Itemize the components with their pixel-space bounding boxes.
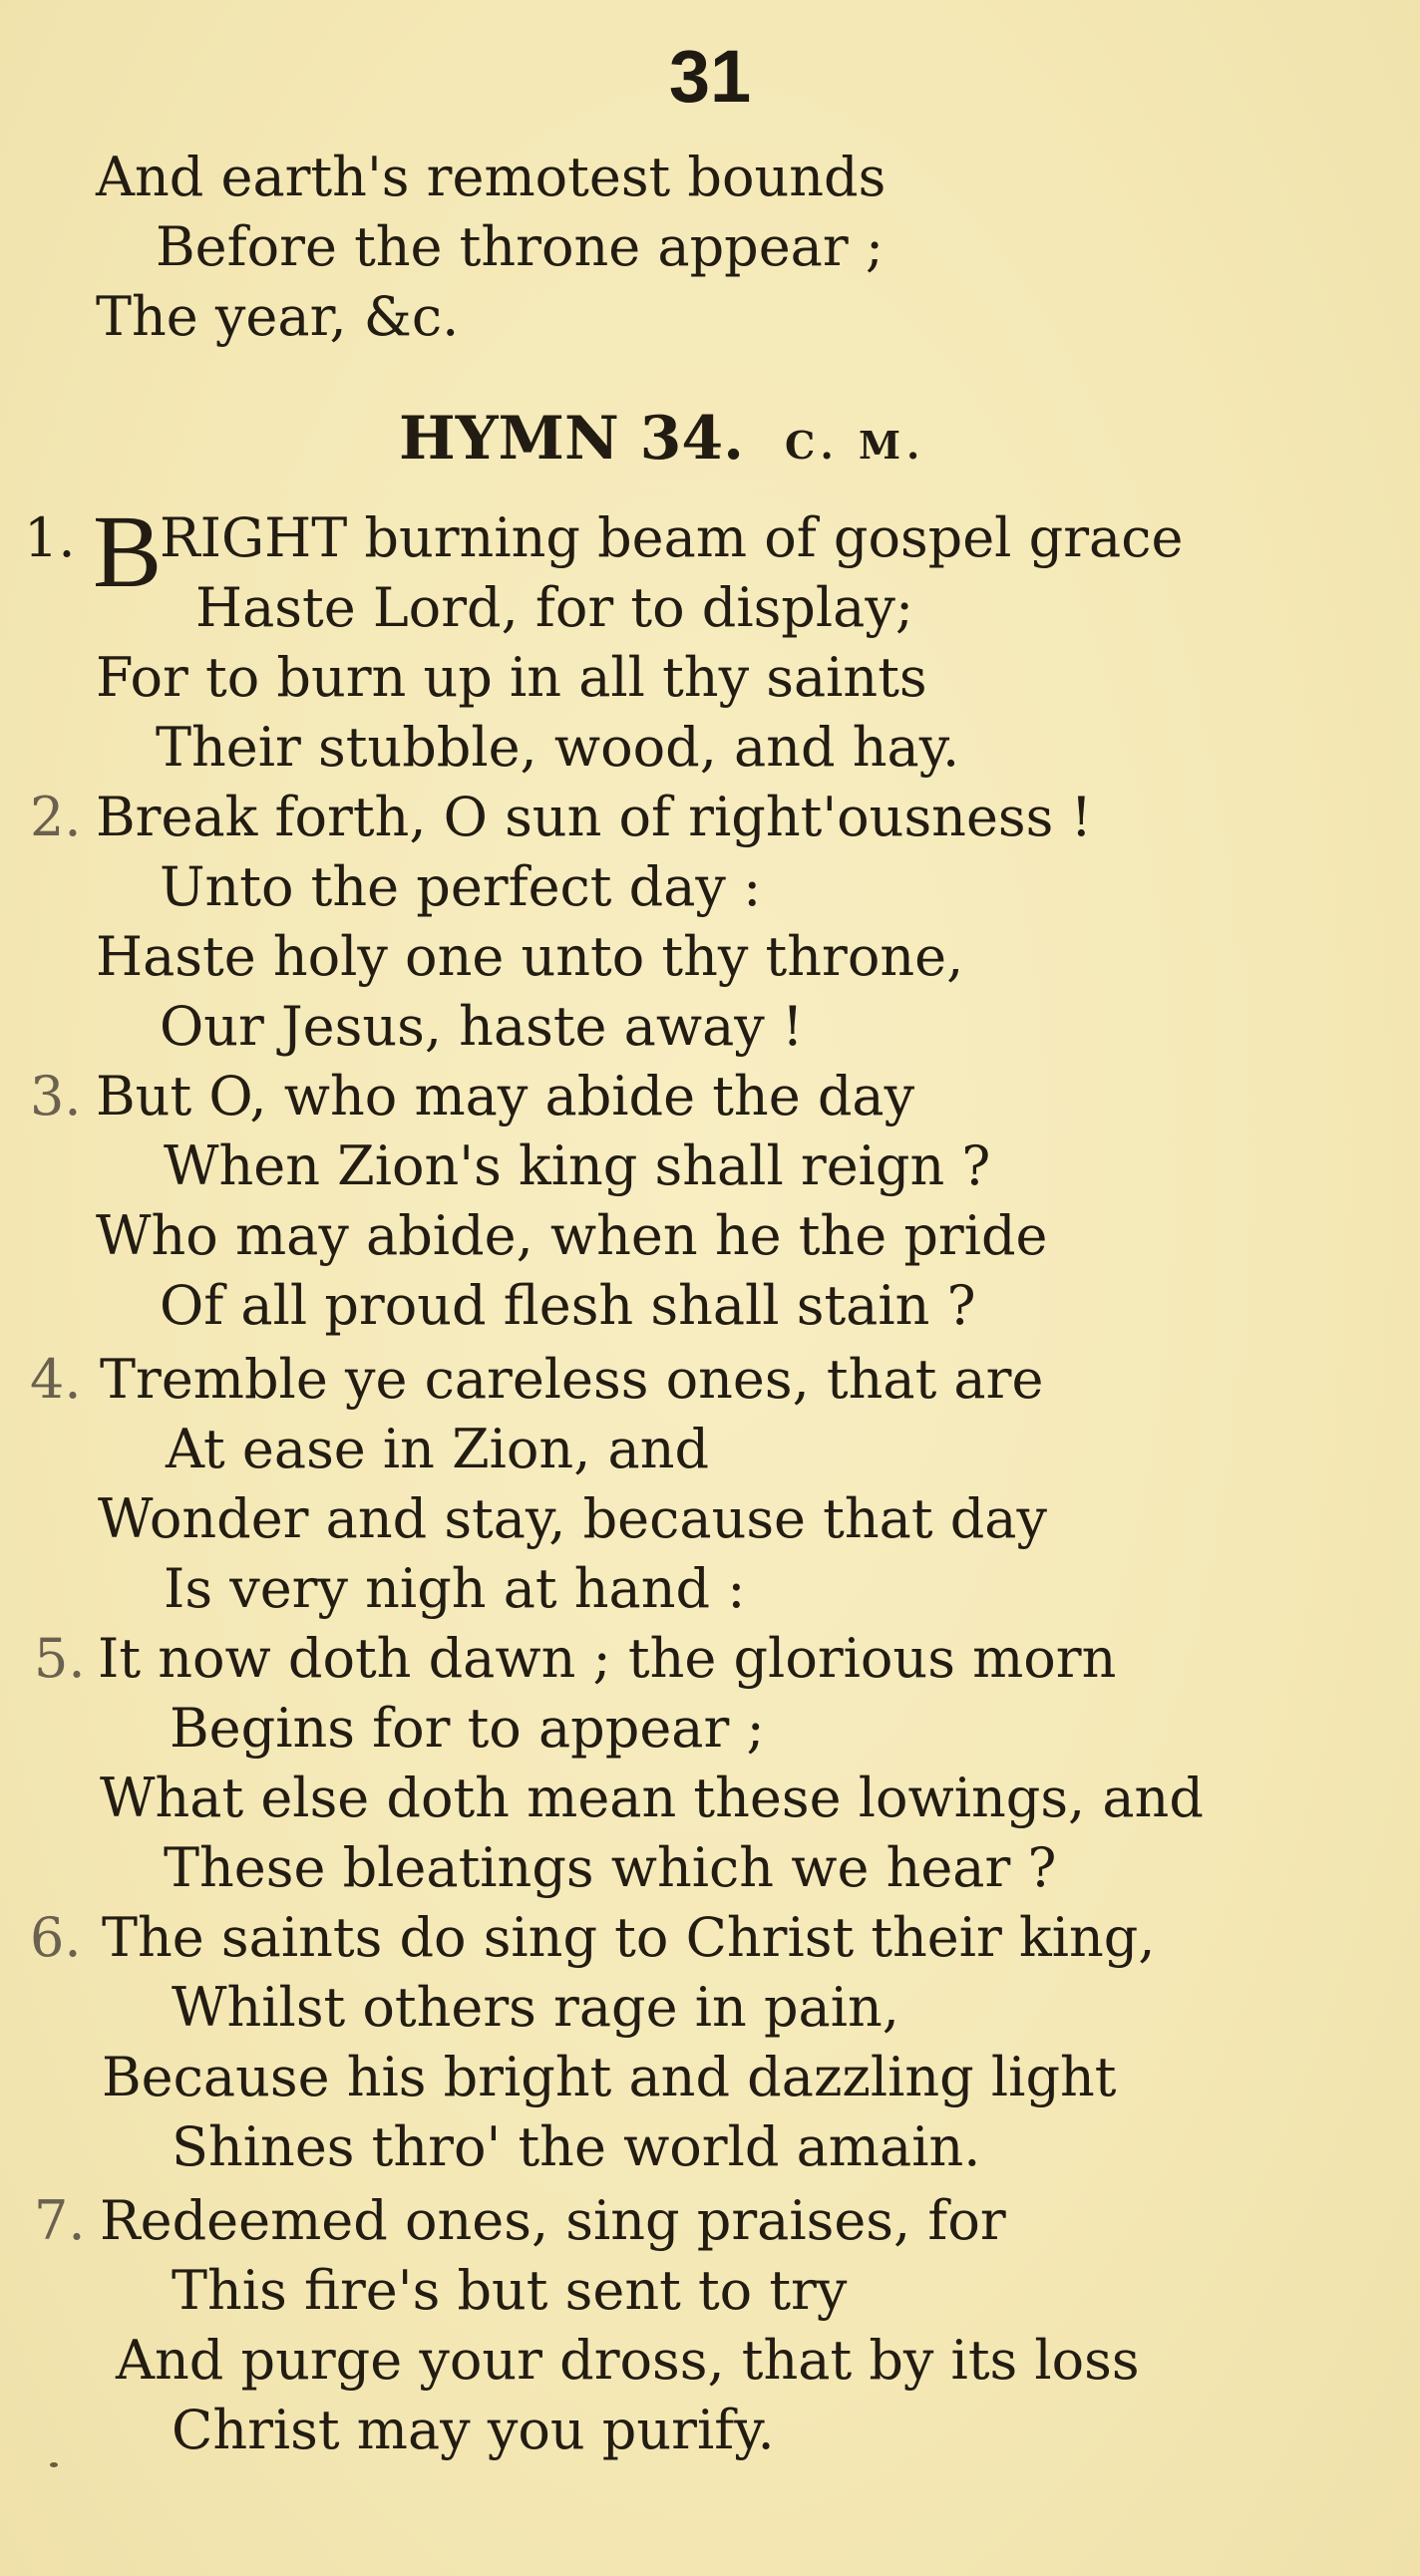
verse-line: Break forth, O sun of right'ousness ! bbox=[96, 786, 1093, 848]
drop-cap: B bbox=[93, 494, 163, 609]
verse-line: Is very nigh at hand : bbox=[164, 1557, 746, 1620]
verse-line: And purge your dross, that by its loss bbox=[116, 2329, 1140, 2392]
hymn-title: HYMN 34. bbox=[399, 404, 745, 474]
verse-line: Their stubble, wood, and hay. bbox=[156, 716, 960, 779]
intro-line: Before the throne appear ; bbox=[156, 215, 885, 278]
page-number: 31 bbox=[668, 35, 752, 118]
intro-line: The year, &c. bbox=[96, 285, 460, 348]
hymn-heading bbox=[399, 399, 925, 485]
verse-line: Wonder and stay, because that day bbox=[98, 1487, 1047, 1550]
verse-line: What else doth mean these lowings, and bbox=[100, 1767, 1204, 1829]
verse-line: Begins for to appear ; bbox=[170, 1697, 765, 1760]
verse-number: 7. bbox=[34, 2189, 86, 2252]
verse-number: 6. bbox=[30, 1906, 82, 1969]
verse-line: Redeemed ones, sing praises, for bbox=[100, 2189, 1006, 2252]
verse-number: 1. bbox=[24, 506, 76, 569]
verse-line: When Zion's king shall reign ? bbox=[164, 1134, 991, 1197]
verse-line: Unto the perfect day : bbox=[160, 855, 762, 918]
verse-line: Haste Lord, for to display; bbox=[195, 576, 914, 639]
verse-line: It now doth dawn ; the glorious morn bbox=[98, 1627, 1117, 1690]
verse-number: 5. bbox=[34, 1627, 86, 1690]
verse-line: Who may abide, when he the pride bbox=[96, 1204, 1048, 1267]
intro-line: And earth's remotest bounds bbox=[96, 146, 887, 208]
hymn-meter: C. M. bbox=[784, 423, 926, 468]
verse-line: Our Jesus, haste away ! bbox=[160, 995, 804, 1058]
verse-line: Christ may you purify. bbox=[172, 2399, 775, 2461]
verse-line: Haste holy one unto thy throne, bbox=[96, 925, 964, 988]
verse-line: RIGHT burning beam of gospel grace bbox=[160, 506, 1184, 569]
verse-line: Tremble ye careless ones, that are bbox=[100, 1348, 1044, 1411]
verse-number: 2. bbox=[30, 786, 82, 848]
verse-line: Whilst others rage in pain, bbox=[172, 1976, 899, 2039]
verse-line: But O, who may abide the day bbox=[96, 1065, 915, 1127]
verse-line: At ease in Zion, and bbox=[166, 1418, 710, 1480]
verse-number: 4. bbox=[30, 1348, 82, 1411]
verse-line: Because his bright and dazzling light bbox=[102, 2046, 1117, 2108]
verse-line: For to burn up in all thy saints bbox=[96, 646, 927, 709]
verse-line: This fire's but sent to try bbox=[172, 2259, 848, 2322]
verse-line: These bleatings which we hear ? bbox=[164, 1836, 1057, 1899]
paper-speck bbox=[50, 2462, 58, 2467]
verse-line: Of all proud flesh shall stain ? bbox=[160, 1274, 976, 1337]
verse-number: 3. bbox=[30, 1065, 82, 1127]
verse-line: Shines thro' the world amain. bbox=[172, 2115, 981, 2178]
verse-line: The saints do sing to Christ their king, bbox=[102, 1906, 1156, 1969]
